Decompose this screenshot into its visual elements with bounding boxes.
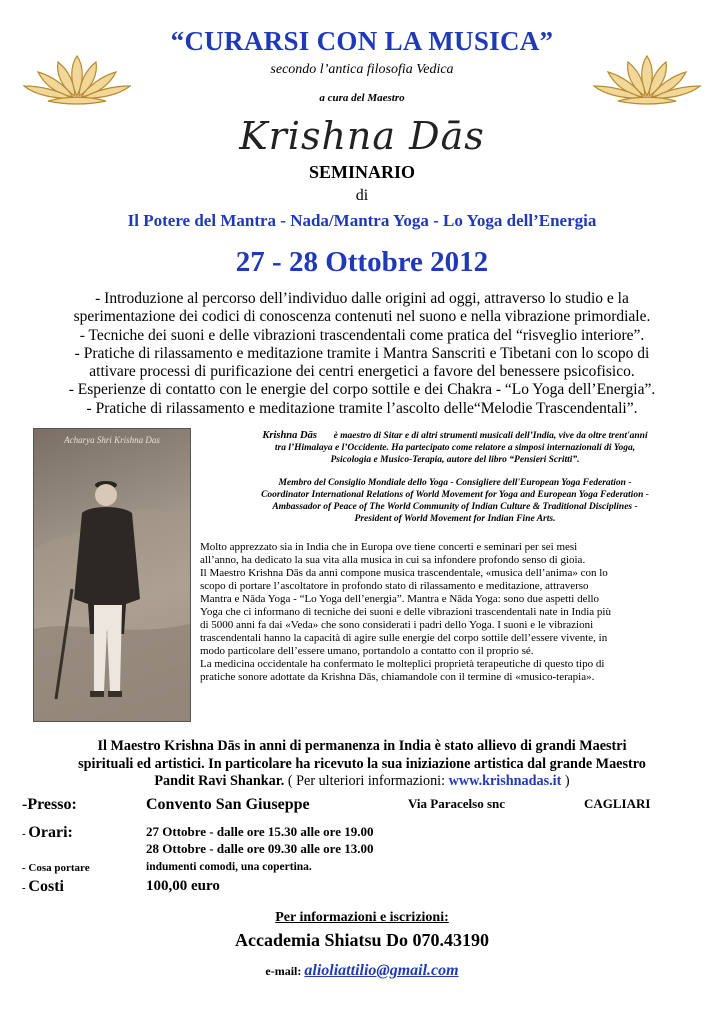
venue-name: Convento San Giuseppe	[146, 796, 310, 813]
seminar-label: SEMINARIO	[308, 162, 415, 182]
maestro-photo	[33, 428, 191, 722]
bio-body-line: Yoga che ci informano di tecniche dei suoni e delle vibrazioni trascendentali nate in India più	[200, 606, 611, 618]
hours-label: Orari:	[28, 824, 73, 841]
bio-intro-line: Psicologia e Musico-Terapia, autore del libro “Pensieri Scritti”.	[330, 455, 580, 465]
seminar-date: 27 - 28 Ottobre 2012	[235, 246, 489, 278]
intro-line: - Esperienze di contatto con le energie del corpo sottile e dei Chakra - “Lo Yoga dell’Energia”.	[68, 381, 656, 399]
intro-line: - Tecniche dei suoni e delle vibrazioni trascendentali come pratica del “risveglio interiore”.	[79, 326, 645, 344]
intro-line: attivare processi di purificazione dei centri energetici a favore del benessere psicofisico.	[89, 363, 635, 381]
bring-value: indumenti comodi, una copertina.	[146, 861, 312, 873]
teacher-line-more: ( Per ulteriori informazioni:	[284, 773, 449, 789]
curated-by: a cura del Maestro	[319, 92, 405, 104]
email-row	[0, 962, 724, 980]
venue-label: -Presso:	[22, 796, 77, 813]
cost-label: Costi	[28, 878, 64, 895]
subtitle: secondo l’antica filosofia Vedica	[270, 62, 454, 77]
bio-role-line: Membro del Consiglio Mondiale dello Yoga - Consigliere dell'European Yoga Federation -	[278, 478, 632, 488]
maestro-figure	[34, 429, 190, 721]
bio-body	[200, 541, 710, 684]
teacher-line-start: Pandit Ravi Shankar.	[154, 773, 285, 789]
bio-body-line: di 5000 anni fa dai «Veda» che sono considerati i padri dello Yoga. I suoni e le vibrazioni	[200, 619, 594, 631]
bio-body-line: Il Maestro Krishna Dās da anni compone musica trascendentale, «musica dell’anima» con lo	[200, 567, 608, 579]
photo-caption: Acharya Shri Krishna Das	[64, 435, 160, 445]
intro-line: - Introduzione al percorso dell’individuo dalle origini ad oggi, attraverso lo studio e la	[95, 290, 629, 307]
hours-dash: -	[22, 828, 29, 840]
bio-body-line: Mantra e Nāda Yoga - “Lo Yoga dell’energia”. Mantra e Nāda Yoga: sono due aspetti dello	[200, 593, 600, 605]
venue-address: Via Paracelso snc	[408, 796, 505, 811]
bio-body-line: trascendentali hanno la capacità di agire sulle energie del corpo sottile dell’essere vivente, in	[200, 632, 608, 644]
bio-body-line: modo particolare dell’essere umano, portandolo a contatto con il proprio sé.	[200, 645, 534, 657]
website-link[interactable]: www.krishnadas.it	[448, 773, 562, 789]
bio-body-line: Molto apprezzato sia in India che in Europa ove tiene concerti e seminari per sei mesi	[200, 541, 578, 553]
cost-value: 100,00 euro	[146, 878, 220, 894]
bio-intro	[200, 430, 710, 466]
bio-role-line: Coordinator International Relations of World Movement for Yoga and European Yoga Federation -	[261, 490, 649, 500]
bio-body-line: La medicina occidentale ha confermato le molteplici proprietà terapeutiche di questo tipo di	[200, 658, 605, 670]
bio-body-line: scopo di portare l’ascoltatore in profondo stato di rilassamento e meditazione, attraverso	[200, 580, 589, 592]
contact-organization: Accademia Shiatsu Do 070.43190	[234, 930, 489, 950]
bio-role-line: President of World Movement for Indian Fine Arts.	[354, 514, 556, 524]
bio-role-line: Ambassador of Peace of The World Community of Indian Culture & Traditional Disciplines -	[272, 502, 638, 512]
signature: Krishna Dās	[239, 114, 485, 158]
seminar-of: di	[355, 187, 369, 204]
cost-row-label	[22, 878, 64, 896]
bio-name: Krishna Dās	[262, 430, 317, 441]
hours-day-1: 27 Ottobre - dalle ore 15.30 alle ore 19.00	[146, 824, 374, 839]
teacher-line-end: )	[561, 773, 570, 789]
hours-values	[146, 823, 373, 857]
venue-city: CAGLIARI	[584, 796, 651, 811]
teacher-line: Il Maestro Krishna Dās in anni di permanenza in India è stato allievo di grandi Maestri	[97, 738, 627, 754]
bio-body-line: pratiche sonore adottate da Krishna Dās, chiamandole con il termine di «musico-terapia».	[200, 671, 595, 683]
hours-day-2: 28 Ottobre - dalle ore 09.30 alle ore 13.00	[146, 841, 374, 856]
teacher-paragraph	[0, 738, 724, 791]
bio-intro-line: è maestro di Sitar e di altri strumenti musicali dell’India, vive da oltre trent'anni	[333, 431, 648, 441]
teacher-line: spirituali ed artistici. In particolare ha ricevuto la sua iniziazione artistica dal grande Maestro	[78, 755, 646, 772]
bring-label: - Cosa portare	[22, 862, 90, 874]
intro-line: - Pratiche di rilassamento e meditazione tramite l’ascolto delle“Melodie Trascendentali”.	[86, 399, 638, 417]
cost-dash: -	[22, 882, 29, 894]
contact-heading: Per informazioni e iscrizioni:	[275, 910, 449, 925]
seminar-theme: Il Potere del Mantra - Nada/Mantra Yoga - Lo Yoga dell’Energia	[127, 211, 597, 230]
intro-line: sperimentazione dei codici di conoscenza contenuti nel suono e nella vibrazione primordiale.	[73, 308, 651, 326]
bio-intro-line: tra l’Himalaya e l’Occidente. Ha partecipato come relatore a simposi internazionali di Yoga,	[274, 443, 636, 453]
page-title: “CURARSI CON LA MUSICA”	[170, 26, 554, 56]
email-label: e-mail:	[265, 964, 305, 978]
intro-section	[20, 290, 704, 418]
hours-row-label	[22, 824, 73, 842]
teacher-line	[0, 773, 724, 791]
bio-body-line: all’anno, ha dedicato la sua vita alla musica in cui sa infondere profondo senso di gioia.	[200, 554, 586, 566]
bio-roles	[200, 477, 710, 525]
intro-line: - Pratiche di rilassamento e meditazione tramite i Mantra Sanscriti e Tibetani con lo scopo di	[74, 344, 650, 362]
email-link[interactable]: alioliattilio@gmail.com	[304, 962, 459, 979]
